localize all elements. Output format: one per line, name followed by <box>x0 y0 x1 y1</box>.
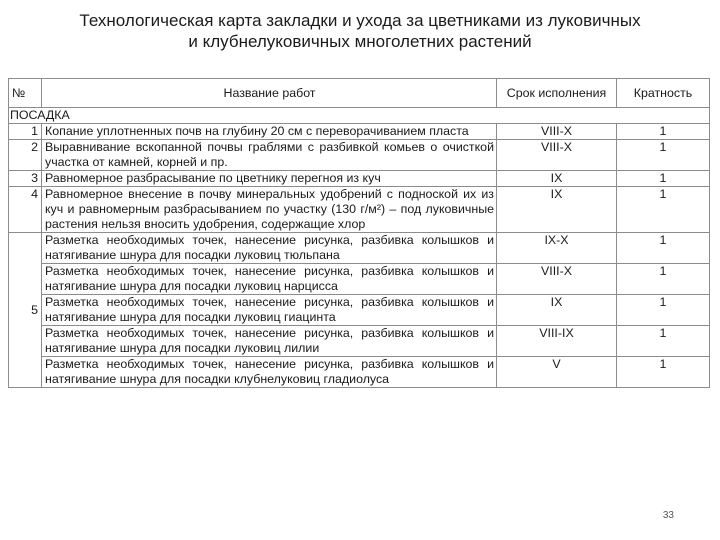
row-term: V <box>497 357 617 388</box>
row-name: Равномерное внесение в почву минеральных удобрений с подноской их из куч и равномерным разбрасыванием по участку (130 г/м²) – под луковичные растения нельзя вносить удобрения, содержащие хлор <box>42 187 497 233</box>
header-mult: Кратность <box>617 79 710 108</box>
row-mult: 1 <box>617 171 710 187</box>
header-name: Название работ <box>42 79 497 108</box>
table-row <box>9 264 710 295</box>
header-num: № <box>9 79 42 108</box>
table-row <box>9 233 710 264</box>
table-row <box>9 171 710 187</box>
row-mult: 1 <box>617 233 710 264</box>
row-num: 3 <box>9 171 42 187</box>
row-name: Равномерное разбрасывание по цветнику перегноя из куч <box>42 171 497 187</box>
row-term: IX <box>497 295 617 326</box>
table-row <box>9 187 710 233</box>
row-mult: 1 <box>617 187 710 233</box>
row-name: Разметка необходимых точек, нанесение рисунка, разбивка колышков и натягивание шнура для посадки луковиц лилии <box>42 326 497 357</box>
table-row <box>9 140 710 171</box>
row-name: Разметка необходимых точек, нанесение рисунка, разбивка колышков и натягивание шнура для посадки луковиц тюльпана <box>42 233 497 264</box>
header-term: Срок исполнения <box>497 79 617 108</box>
row-name: Разметка необходимых точек, нанесение рисунка, разбивка колышков и натягивание шнура для посадки луковиц гиацинта <box>42 295 497 326</box>
section-row <box>9 108 710 124</box>
page-title <box>0 10 720 52</box>
title-line-2: и клубнелуковичных многолетних растений <box>188 32 532 51</box>
row-name: Копание уплотненных почв на глубину 20 см с переворачиванием пласта <box>42 124 497 140</box>
title-line-1: Технологическая карта закладки и ухода за цветниками из луковичных <box>79 11 641 30</box>
row-name: Разметка необходимых точек, нанесение рисунка, разбивка колышков и натягивание шнура для посадки луковиц нарцисса <box>42 264 497 295</box>
row-term: IX <box>497 187 617 233</box>
table-row <box>9 326 710 357</box>
row-mult: 1 <box>617 326 710 357</box>
row-mult: 1 <box>617 357 710 388</box>
row-name: Выравнивание вскопанной почвы граблями с разбивкой комьев о очисткой участка от камней, корней и пр. <box>42 140 497 171</box>
row-name: Разметка необходимых точек, нанесение рисунка, разбивка колышков и натягивание шнура для посадки клубнелуковиц гладиолуса <box>42 357 497 388</box>
row-num: 2 <box>9 140 42 171</box>
row-term: VIII-X <box>497 264 617 295</box>
row-term: IX-X <box>497 233 617 264</box>
row-num: 1 <box>9 124 42 140</box>
table-header-row <box>9 79 710 108</box>
tech-map-table <box>8 78 710 388</box>
table-row <box>9 124 710 140</box>
row-mult: 1 <box>617 295 710 326</box>
row-mult: 1 <box>617 124 710 140</box>
row-term: VIII-X <box>497 140 617 171</box>
row-num: 5 <box>9 233 42 388</box>
row-num: 4 <box>9 187 42 233</box>
page-number: 33 <box>662 510 674 521</box>
row-term: IX <box>497 171 617 187</box>
row-mult: 1 <box>617 140 710 171</box>
row-term: VIII-X <box>497 124 617 140</box>
section-label: ПОСАДКА <box>9 108 710 124</box>
table-row <box>9 357 710 388</box>
row-mult: 1 <box>617 264 710 295</box>
row-term: VIII-IX <box>497 326 617 357</box>
table-row <box>9 295 710 326</box>
